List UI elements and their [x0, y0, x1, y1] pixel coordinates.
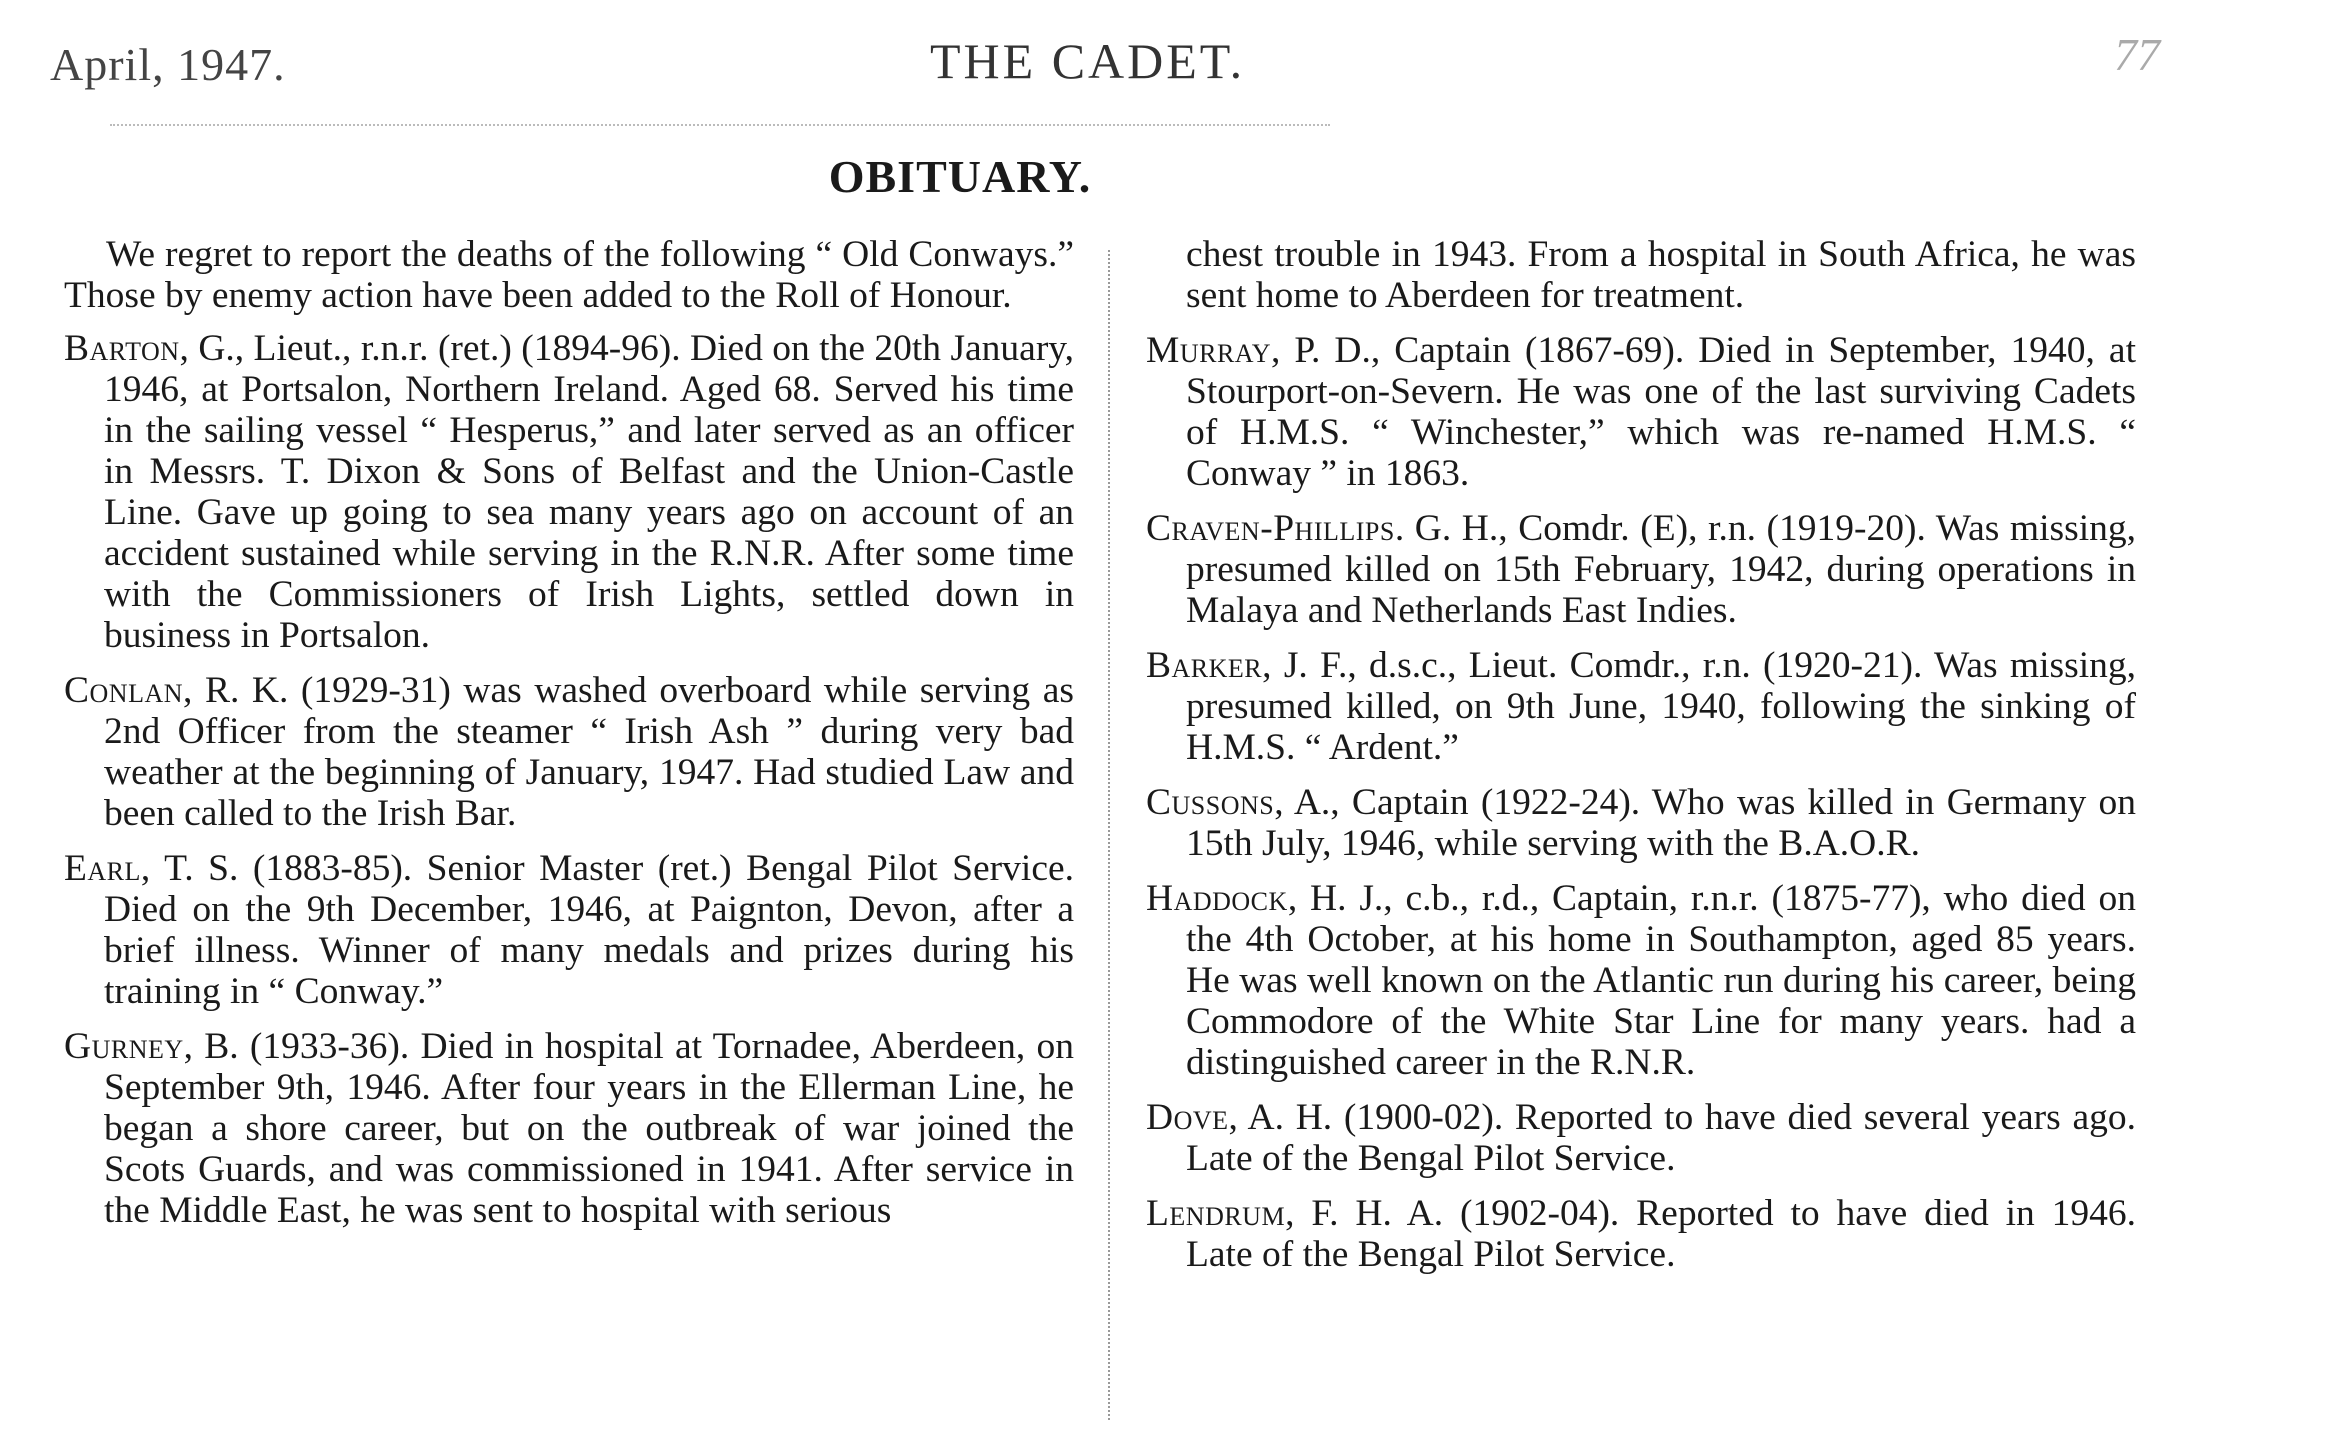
- obituary-entry: [1146, 782, 2136, 864]
- entry-text: , B. (1933-36). Died in hospital at Tornadee, Aberdeen, on September 9th, 1946. After four years in the Ellerman Line, he began a shore career, but on the outbreak of war joined the Scots Guards, and was commissioned in 1941. After service in the Middle East, he was sent to hospital with serious: [104, 1026, 1074, 1231]
- entry-text: , G., Lieut., r.n.r. (ret.) (1894-96). Died on the 20th January, 1946, at Portsalon, Northern Ireland. Aged 68. Served his time in the sailing vessel “ Hesperus,” and later served as an officer in Messrs. T. Dixon & Sons of Belfast and the Union-Castle Line. Gave up going to sea many years ago on account of an accident sustained while serving in the R.N.R. After some time with the Commissioners of Irish Lights, settled down in business in Portsalon.: [104, 328, 1074, 656]
- page-header: [50, 28, 2160, 108]
- obituary-entry: [64, 670, 1074, 834]
- obituary-entry: [64, 328, 1074, 656]
- entry-name: Lendrum: [1146, 1193, 1286, 1234]
- continued-paragraph: chest trouble in 1943. From a hospital in South Africa, he was sent home to Aberdeen for treatment.: [1186, 234, 2136, 316]
- section-heading: OBITUARY.: [828, 151, 1092, 202]
- entry-name: Cussons: [1146, 782, 1275, 823]
- obituary-entry: [1146, 1193, 2136, 1275]
- left-column: [64, 234, 1074, 1245]
- header-page-number: 77: [2114, 29, 2160, 80]
- entry-name: Barker: [1146, 645, 1263, 686]
- entry-text: . G. H., Comdr. (E), r.n. (1919-20). Was missing, presumed killed on 15th February, 1942, during operations in Malaya and Netherlands East Indies.: [1186, 508, 2136, 631]
- header-title: THE CADET.: [930, 33, 1246, 89]
- right-column: [1146, 234, 2136, 1289]
- obituary-entry: [1146, 645, 2136, 768]
- obituary-entry: [64, 1026, 1074, 1231]
- entry-name: Murray: [1146, 330, 1271, 371]
- entry-name: Craven-Phillips: [1146, 508, 1395, 549]
- entry-text: , A., Captain (1922-24). Who was killed in Germany on 15th July, 1946, while serving with the B.A.O.R.: [1186, 782, 2136, 864]
- entry-text: , H. J., c.b., r.d., Captain, r.n.r. (1875-77), who died on the 4th October, at his home in Southampton, aged 85 years. He was well known on the Atlantic run during his career, being Commodore of the White Star Line for many years. had a distinguished career in the R.N.R.: [1186, 878, 2136, 1083]
- entry-name: Conlan: [64, 670, 183, 711]
- entry-text: , A. H. (1900-02). Reported to have died several years ago. Late of the Bengal Pilot Service.: [1186, 1097, 2136, 1179]
- entry-text: , J. F., d.s.c., Lieut. Comdr., r.n. (1920-21). Was missing, presumed killed, on 9th June, 1940, following the sinking of H.M.S. “ Ardent.”: [1186, 645, 2136, 768]
- entry-text: , P. D., Captain (1867-69). Died in September, 1940, at Stourport-on-Severn. He was one of the last surviving Cadets of H.M.S. “ Winchester,” which was re-named H.M.S. “ Conway ” in 1863.: [1186, 330, 2136, 494]
- entry-text: , R. K. (1929-31) was washed overboard while serving as 2nd Officer from the steamer “ Irish Ash ” during very bad weather at the beginning of January, 1947. Had studied Law and been called to the Irish Bar.: [104, 670, 1074, 834]
- entry-name: Haddock: [1146, 878, 1288, 919]
- header-date: April, 1947.: [50, 39, 286, 90]
- entry-name: Gurney: [64, 1026, 184, 1067]
- obituary-entry: [1146, 878, 2136, 1083]
- header-rule: [110, 124, 1330, 126]
- entry-name: Earl: [64, 848, 141, 889]
- intro-paragraph: We regret to report the deaths of the following “ Old Conways.” Those by enemy action have been added to the Roll of Honour.: [64, 234, 1074, 316]
- column-divider: [1108, 250, 1110, 1420]
- obituary-entry: [64, 848, 1074, 1012]
- obituary-entry: [1146, 1097, 2136, 1179]
- obituary-entry: [1146, 508, 2136, 631]
- entry-name: Dove: [1146, 1097, 1229, 1138]
- entry-name: Barton: [64, 328, 180, 369]
- entry-text: , T. S. (1883-85). Senior Master (ret.) Bengal Pilot Service. Died on the 9th December, 1946, at Paignton, Devon, after a brief illness. Winner of many medals and prizes during his training in “ Conway.”: [104, 848, 1074, 1012]
- entry-text: , F. H. A. (1902-04). Reported to have died in 1946. Late of the Bengal Pilot Service.: [1186, 1193, 2136, 1275]
- obituary-entry: [1146, 330, 2136, 494]
